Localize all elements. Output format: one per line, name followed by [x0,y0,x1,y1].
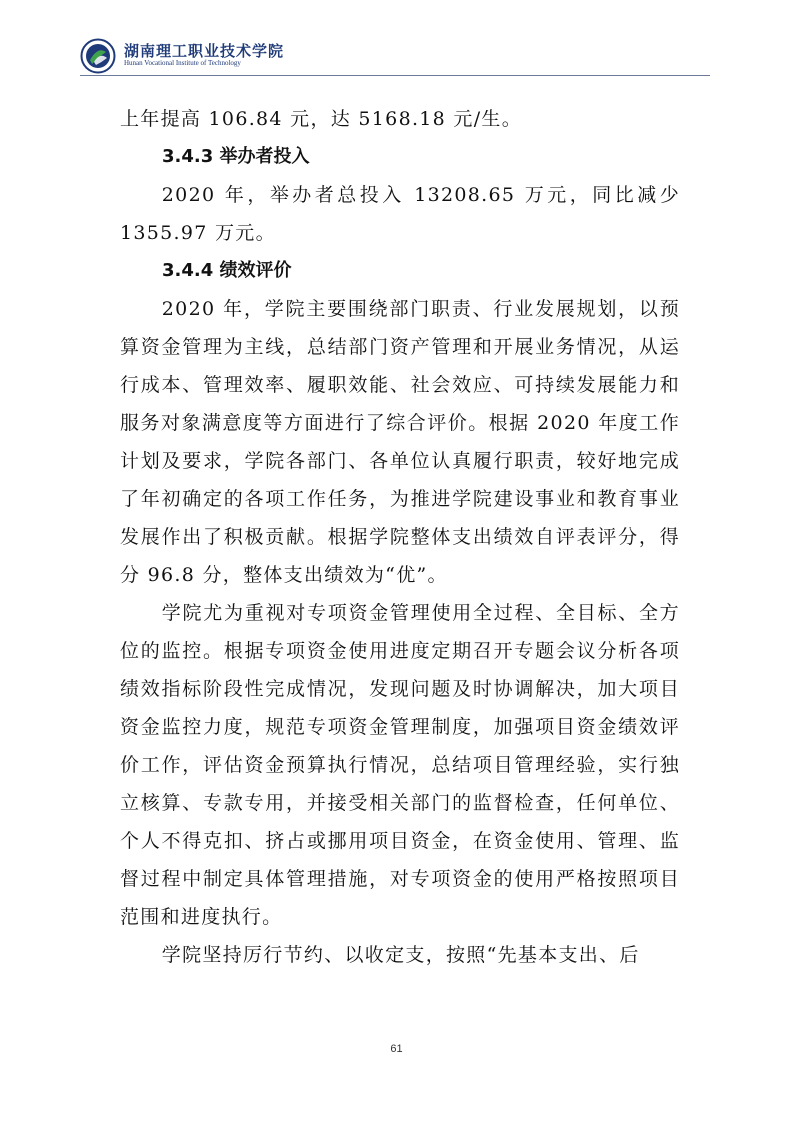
school-name-english: Hunan Vocational Institute of Technology [124,59,241,67]
paragraph-frugality: 学院坚持厉行节约、以收定支，按照“先基本支出、后 [161,944,640,966]
page-number: 61 [390,1043,403,1055]
school-name-chinese: 湖南理工职业技术学院 [124,42,285,60]
continued-paragraph: 上年提高 106.84 元，达 5168.18 元/生。 [120,108,523,130]
section-heading-3-4-3: 3.4.3 举办者投入 [162,146,310,167]
paragraph-special-funds-monitoring: 学院尤为重视对专项资金管理使用全过程、全目标、全方位的监控。根据专项资金使用进度定期召开专题会议分析各项绩效指标阶段性完成情况，发现问题及时协调解决，加大项目资金监控力度，规范专项资金管理制度，加强项目资金绩效评价工作，评估资金预算执行情况，总结项目管理经验，实行独立核算、专款专用，并接受相关部门的监督检查，任何单位、个人不得克扣、挤占或挪用项目资金，在资金使用、管理、监督过程中制定具体管理措施，对专项资金的使用严格按照项目范围和进度执行。 [120,602,680,928]
document-body [120,100,680,974]
section-heading-3-4-4: 3.4.4 绩效评价 [162,260,292,281]
paragraph-sponsor-investment: 2020 年，举办者总投入 13208.65 万元，同比减少 1355.97 万元。 [120,184,680,244]
page-header [80,32,710,76]
paragraph-performance-evaluation: 2020 年，学院主要围绕部门职责、行业发展规划，以预算资金管理为主线，总结部门资产管理和开展业务情况，从运行成本、管理效率、履职效能、社会效应、可持续发展能力和服务对象满意度等方面进行了综合评价。根据 2020 年度工作计划及要求，学院各部门、各单位认真履行职责，较好地完成了年初确定的各项工作任务，为推进学院建设事业和教育事业发展作出了积极贡献。根据学院整体支出绩效自评表评分，得分 96.8 分，整体支出绩效为“优”。 [120,298,680,586]
college-emblem-icon [80,38,116,74]
header-divider [80,75,710,76]
